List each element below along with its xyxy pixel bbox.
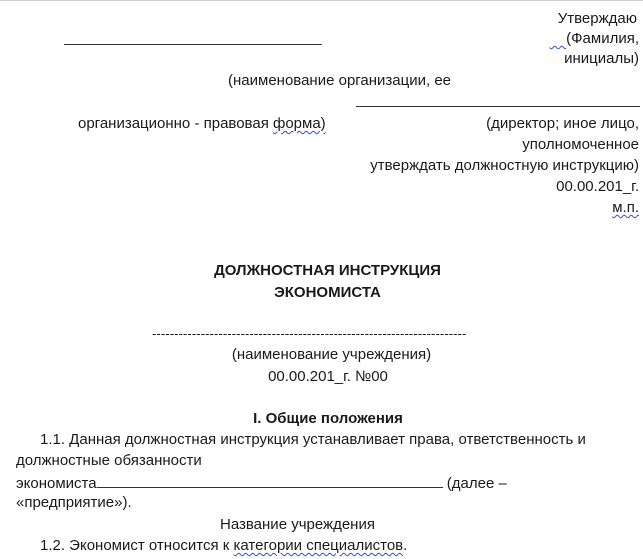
initials-label: инициалы) xyxy=(564,50,639,67)
paragraph-1-line-4: «предприятие»). xyxy=(16,494,132,511)
stamp-label: м.п. xyxy=(612,199,639,216)
approve-instruction-caption: утверждать должностную инструкцию) xyxy=(370,157,639,174)
institution-caption: (наименование учреждения) xyxy=(231,346,432,363)
title-line1: ДОЛЖНОСТНАЯ ИНСТРУКЦИЯ xyxy=(214,262,441,279)
approval-date: 00.00.201_г. xyxy=(556,178,639,195)
paragraph-1-line-2: должностные обязанности xyxy=(16,452,202,469)
org-form-caption: организационно - правовая форма) xyxy=(78,115,326,132)
director-caption: (директор; иное лицо, xyxy=(486,115,639,132)
document-date-number: 00.00.201_г. №00 xyxy=(268,368,388,385)
org-name-line xyxy=(64,44,322,45)
institution-name-label: Название учреждения xyxy=(220,516,375,533)
title-line2: ЭКОНОМИСТА xyxy=(274,284,381,301)
surname-label: (Фамилия, xyxy=(566,30,639,47)
paragraph-1-line-3: экономиста (далее – xyxy=(16,475,507,492)
institution-dashes: ----------------------------------------------------------------------- xyxy=(152,326,467,341)
authorized-caption: уполномоченное xyxy=(522,136,639,153)
paragraph-2: 1.2. Экономист относится к категории специалистов. xyxy=(40,537,408,554)
org-name-caption: (наименование организации, ее xyxy=(228,72,452,89)
enterprise-name-blank xyxy=(97,473,443,488)
paragraph-1-line-1: 1.1. Данная должностная инструкция устанавливает права, ответственность и xyxy=(40,431,586,448)
director-line xyxy=(356,106,640,107)
section-heading: I. Общие положения xyxy=(253,410,403,427)
top-border xyxy=(0,0,643,1)
approve-label: Утверждаю xyxy=(557,10,637,27)
